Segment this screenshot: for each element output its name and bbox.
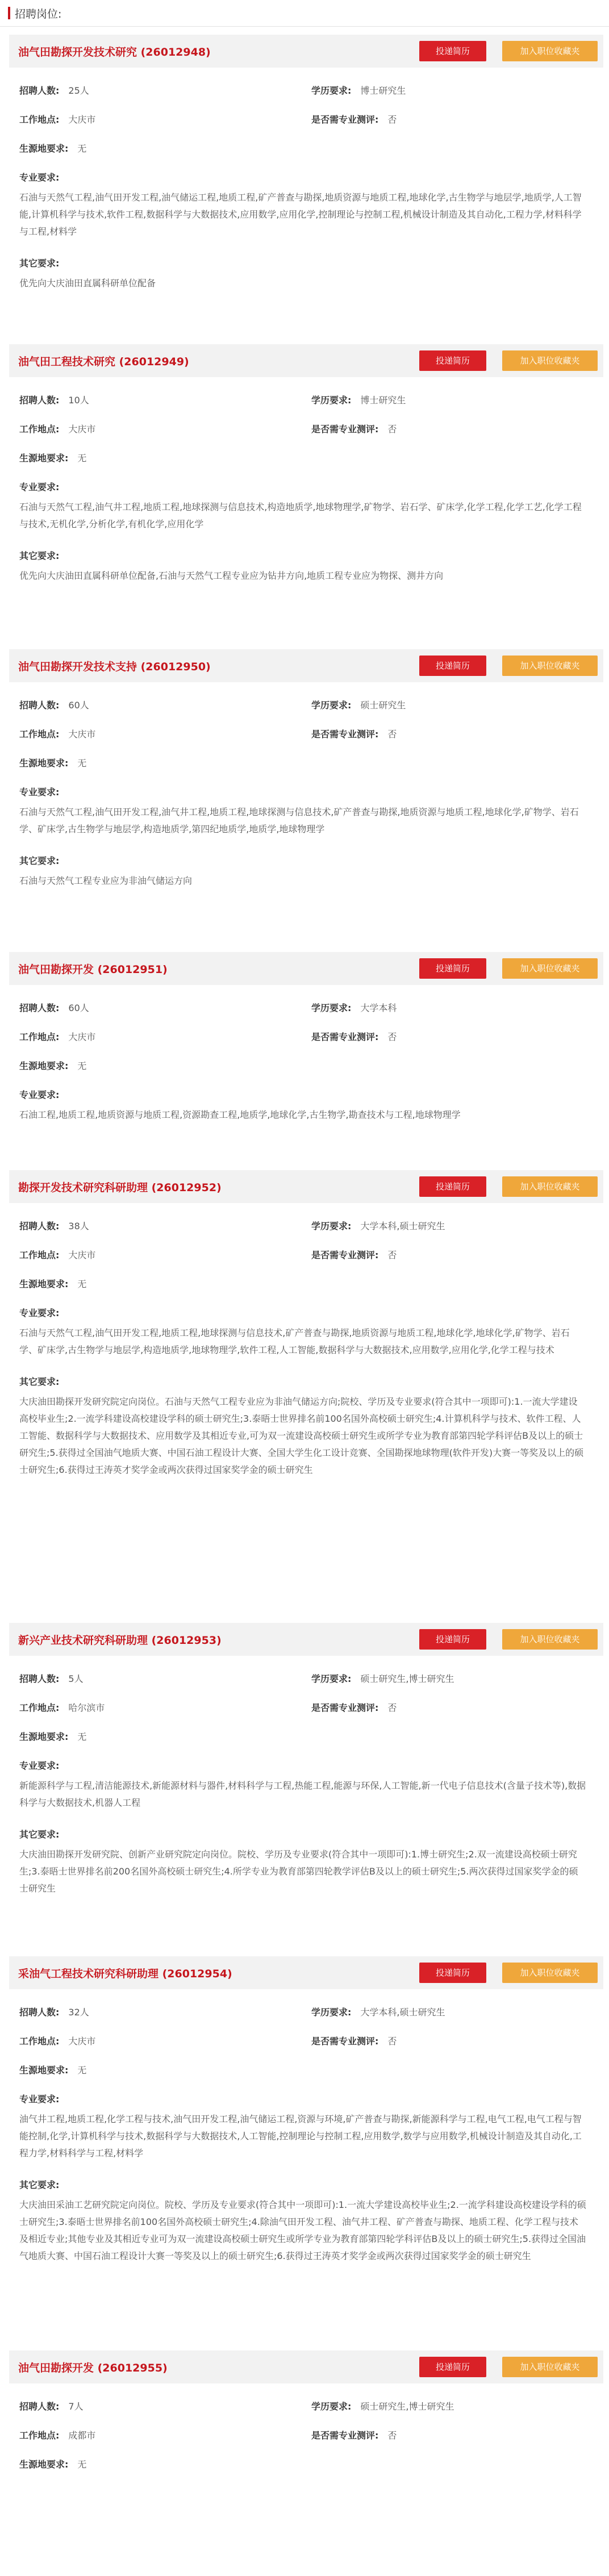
- job-header: [9, 35, 603, 68]
- job-info-row: [9, 422, 603, 435]
- major-block: [9, 1306, 603, 1359]
- education-label: 学历要求:: [311, 1221, 352, 1231]
- location-label: 工作地点:: [19, 424, 60, 435]
- other-label: 其它要求:: [19, 550, 60, 561]
- job-list: [0, 35, 609, 2576]
- job-info-row: [9, 451, 603, 464]
- job-card: [9, 1170, 603, 1615]
- test-value: 否: [387, 424, 397, 435]
- test-label: 是否需专业测评:: [311, 1250, 379, 1260]
- count-label: 招聘人数:: [19, 395, 60, 406]
- location-label: 工作地点:: [19, 729, 60, 740]
- major-block: [9, 170, 603, 240]
- location-value: 大庆市: [68, 1032, 96, 1042]
- education-label: 学历要求:: [311, 1003, 352, 1013]
- job-info-row: [9, 2005, 603, 2018]
- test-label: 是否需专业测评:: [311, 1702, 379, 1713]
- test-label: 是否需专业测评:: [311, 424, 379, 435]
- source-label: 生源地要求:: [19, 2459, 69, 2470]
- source-label: 生源地要求:: [19, 1279, 69, 1289]
- count-value: 25人: [68, 85, 89, 96]
- location-label: 工作地点:: [19, 1032, 60, 1042]
- count-label: 招聘人数:: [19, 2007, 60, 2018]
- location-label: 工作地点:: [19, 1250, 60, 1260]
- job-header: [9, 1170, 603, 1203]
- job-card: [9, 1623, 603, 1948]
- test-label: 是否需专业测评:: [311, 2430, 379, 2441]
- education-value: 硕士研究生,博士研究生: [360, 1673, 454, 1684]
- test-label: 是否需专业测评:: [311, 729, 379, 740]
- count-value: 38人: [68, 1221, 89, 1231]
- test-label: 是否需专业测评:: [311, 114, 379, 125]
- major-text: 石油与天然气工程,油气田开发工程,油气井工程,地质工程,地球探测与信息技术,矿产普查与勘探,地质资源与地质工程,地球化学,矿物学、岩石学、矿床学,古生物学与地层学,构造地质学,第四纪地质学,地质学,地球物理学: [19, 807, 579, 834]
- major-label: 专业要求:: [19, 172, 60, 183]
- job-header: [9, 1623, 603, 1656]
- education-label: 学历要求:: [311, 2007, 352, 2018]
- location-label: 工作地点:: [19, 2430, 60, 2441]
- test-value: 否: [387, 1250, 397, 1260]
- count-label: 招聘人数:: [19, 1673, 60, 1684]
- count-value: 32人: [68, 2007, 89, 2018]
- job-card: [9, 952, 603, 1162]
- add-to-favorites-button[interactable]: 加入职位收藏夹: [502, 2357, 598, 2377]
- location-value: 成都市: [68, 2430, 96, 2441]
- source-value: 无: [77, 758, 87, 769]
- section-header: [0, 0, 609, 27]
- count-label: 招聘人数:: [19, 700, 60, 711]
- job-header: [9, 1956, 603, 1989]
- source-label: 生源地要求:: [19, 143, 69, 154]
- test-value: 否: [387, 2430, 397, 2441]
- source-label: 生源地要求:: [19, 453, 69, 464]
- source-value: 无: [77, 1061, 87, 1071]
- source-value: 无: [77, 143, 87, 154]
- job-info-row: [9, 1219, 603, 1232]
- job-info-row: [9, 393, 603, 406]
- education-value: 大学本科: [360, 1003, 397, 1013]
- major-label: 专业要求:: [19, 787, 60, 798]
- education-label: 学历要求:: [311, 2401, 352, 2412]
- count-value: 10人: [68, 395, 89, 406]
- count-label: 招聘人数:: [19, 1003, 60, 1013]
- major-label: 专业要求:: [19, 1089, 60, 1100]
- other-text: 石油与天然气工程专业应为非油气储运方向: [19, 875, 193, 886]
- other-block: [9, 854, 603, 890]
- other-block: [9, 2178, 603, 2265]
- source-value: 无: [77, 1279, 87, 1289]
- job-info-row: [9, 2457, 603, 2470]
- job-info-row: [9, 1672, 603, 1685]
- section-accent-bar: [8, 7, 10, 19]
- add-to-favorites-button[interactable]: 加入职位收藏夹: [502, 656, 598, 676]
- major-block: [9, 785, 603, 838]
- education-label: 学历要求:: [311, 700, 352, 711]
- test-label: 是否需专业测评:: [311, 2036, 379, 2047]
- location-value: 大庆市: [68, 1250, 96, 1260]
- other-label: 其它要求:: [19, 1376, 60, 1387]
- job-card: [9, 2350, 603, 2576]
- job-title[interactable]: 油气田工程技术研究 (26012949): [18, 355, 189, 368]
- count-value: 60人: [68, 1003, 89, 1013]
- education-value: 硕士研究生: [360, 700, 406, 711]
- apply-button[interactable]: 投递简历: [419, 656, 486, 676]
- major-block: [9, 480, 603, 533]
- education-label: 学历要求:: [311, 395, 352, 406]
- other-block: [9, 1827, 603, 1897]
- major-label: 专业要求:: [19, 1760, 60, 1771]
- job-header: [9, 2350, 603, 2383]
- apply-button[interactable]: 投递简历: [419, 350, 486, 371]
- job-info-row: [9, 2063, 603, 2076]
- major-text: 石油与天然气工程,油气田开发工程,油气储运工程,地质工程,矿产普查与勘探,地质资源与地质工程,地球化学,古生物学与地层学,地质学,人工智能,计算机科学与技术,软件工程,数据科学与大数据技术,应用数学,应用化学,控制理论与控制工程,机械设计制造及其自动化,工程力学,材料科学与工程,材料学: [19, 192, 582, 237]
- job-header: [9, 649, 603, 682]
- education-label: 学历要求:: [311, 1673, 352, 1684]
- count-value: 60人: [68, 700, 89, 711]
- job-info-row: [9, 1730, 603, 1743]
- add-to-favorites-button[interactable]: 加入职位收藏夹: [502, 1963, 598, 1983]
- major-block: [9, 1759, 603, 1811]
- test-value: 否: [387, 729, 397, 740]
- other-block: [9, 256, 603, 292]
- source-label: 生源地要求:: [19, 2065, 69, 2076]
- education-label: 学历要求:: [311, 85, 352, 96]
- other-label: 其它要求:: [19, 2180, 60, 2190]
- location-label: 工作地点:: [19, 2036, 60, 2047]
- source-value: 无: [77, 453, 87, 464]
- source-label: 生源地要求:: [19, 1731, 69, 1742]
- apply-button[interactable]: 投递简历: [419, 1963, 486, 1983]
- section-title: 招聘岗位:: [15, 7, 62, 20]
- job-title[interactable]: 采油气工程技术研究科研助理 (26012954): [18, 1967, 232, 1980]
- location-value: 大庆市: [68, 114, 96, 125]
- other-text: 优先向大庆油田直属科研单位配备: [19, 278, 156, 289]
- job-info-row: [9, 1277, 603, 1290]
- job-info-row: [9, 756, 603, 769]
- count-label: 招聘人数:: [19, 85, 60, 96]
- major-label: 专业要求:: [19, 1308, 60, 1318]
- job-title[interactable]: 新兴产业技术研究科研助理 (26012953): [18, 1634, 222, 1647]
- apply-button[interactable]: 投递简历: [419, 1629, 486, 1650]
- job-info-row: [9, 83, 603, 97]
- job-info-row: [9, 1030, 603, 1043]
- location-label: 工作地点:: [19, 1702, 60, 1713]
- major-text: 石油与天然气工程,油气井工程,地质工程,地球探测与信息技术,构造地质学,地球物理学,矿物学、岩石学、矿床学,化学工程,化学工艺,化学工程与技术,无机化学,分析化学,有机化学,应用化学: [19, 502, 582, 529]
- location-value: 大庆市: [68, 729, 96, 740]
- other-label: 其它要求:: [19, 855, 60, 866]
- job-header: [9, 952, 603, 985]
- add-to-favorites-button[interactable]: 加入职位收藏夹: [502, 350, 598, 371]
- job-title[interactable]: 油气田勘探开发技术研究 (26012948): [18, 45, 211, 59]
- major-text: 石油与天然气工程,油气田开发工程,地质工程,地球探测与信息技术,矿产普查与勘探,地质资源与地质工程,地球化学,地球化学,矿物学、岩石学、矿床学,古生物学与地层学,构造地质学,地球物理学,软件工程,人工智能,数据科学与大数据技术,应用数学,应用化学,化学工程与技术: [19, 1327, 570, 1355]
- other-text: 大庆油田勘探开发研究院、创新产业研究院定向岗位。院校、学历及专业要求(符合其中一项即可):1.博士研究生;2.双一流建设高校硕士研究生;3.泰晤士世界排名前200名国外高校硕士研究生;4.所学专业为教育部第四轮教学评估B及以上的硕士研究生;5.两次获得过国家奖学金的硕士研究生: [19, 1849, 578, 1894]
- test-label: 是否需专业测评:: [311, 1032, 379, 1042]
- other-text: 优先向大庆油田直属科研单位配备,石油与天然气工程专业应为钻井方向,地质工程专业应为物探、测井方向: [19, 570, 444, 581]
- job-card: [9, 344, 603, 641]
- job-info-row: [9, 1701, 603, 1714]
- job-info-row: [9, 2428, 603, 2441]
- other-text: 大庆油田采油工艺研究院定向岗位。院校、学历及专业要求(符合其中一项即可):1.一流大学建设高校毕业生;2.一流学科建设高校建设学科的硕士研究生;3.泰晤士世界排名前100名国外高校硕士研究生;4.除油气田开发工程、油气井工程、矿产普查与勘探、地质工程、化学工程与技术及相近专业;其他专业及其相近专业可为双一流建设高校硕士研究生或所学专业为教育部第四轮学科评估B及以上的硕士研究生;5.获得过全国油气地质大赛、中国石油工程设计大赛一等奖及以上的硕士研究生;6.获得过王涛英才奖学金或两次获得过国家奖学金的硕士研究生: [19, 2199, 586, 2261]
- apply-button[interactable]: 投递简历: [419, 2357, 486, 2377]
- add-to-favorites-button[interactable]: 加入职位收藏夹: [502, 1176, 598, 1197]
- job-info-row: [9, 1248, 603, 1261]
- job-info-row: [9, 1059, 603, 1072]
- job-info-row: [9, 1001, 603, 1014]
- source-value: 无: [77, 2459, 87, 2470]
- apply-button[interactable]: 投递简历: [419, 958, 486, 979]
- major-block: [9, 2092, 603, 2162]
- other-label: 其它要求:: [19, 1829, 60, 1840]
- apply-button[interactable]: 投递简历: [419, 1176, 486, 1197]
- job-info-row: [9, 141, 603, 155]
- location-value: 大庆市: [68, 424, 96, 435]
- count-label: 招聘人数:: [19, 1221, 60, 1231]
- source-label: 生源地要求:: [19, 1061, 69, 1071]
- major-text: 油气井工程,地质工程,化学工程与技术,油气田开发工程,油气储运工程,资源与环境,矿产普查与勘探,新能源科学与工程,电气工程,电气工程与智能控制,化学,计算机科学与技术,数据科学与大数据技术,人工智能,控制理论与控制工程,应用数学,数学与应用数学,机械设计制造及其自动化,工程力学,材料科学与工程,材料学: [19, 2114, 582, 2159]
- job-info-row: [9, 727, 603, 740]
- source-label: 生源地要求:: [19, 758, 69, 769]
- other-text: 大庆油田勘探开发研究院定向岗位。石油与天然气工程专业应为非油气储运方向;院校、学历及专业要求(符合其中一项即可):1.一流大学建设高校毕业生;2.一流学科建设高校建设学科的硕士研究生;3.泰晤士世界排名前100名国外高校硕士研究生;4.计算机科学与技术、软件工程、人工智能、数据科学与大数据技术、应用数学及其相近专业,可为双一流建设高校硕士研究生或所学专业为教育部第四轮学科评估B及以上的硕士研究生;5.获得过全国油气地质大赛、中国石油工程设计大赛、全国大学生化工设计竞赛、全国勘探地球物理(软件开发)大赛一等奖及以上的硕士研究生;6.获得过王涛英才奖学金或两次获得过国家奖学金的硕士研究生: [19, 1396, 584, 1475]
- education-value: 博士研究生: [360, 395, 406, 406]
- source-value: 无: [77, 2065, 87, 2076]
- apply-button[interactable]: 投递简历: [419, 41, 486, 61]
- major-text: 新能源科学与工程,清洁能源技术,新能源材料与器件,材料科学与工程,热能工程,能源与环保,人工智能,新一代电子信息技术(含量子技术等),数据科学与大数据技术,机器人工程: [19, 1780, 586, 1808]
- job-info-row: [9, 2034, 603, 2047]
- job-title[interactable]: 油气田勘探开发技术支持 (26012950): [18, 660, 211, 673]
- count-value: 7人: [68, 2401, 84, 2412]
- major-text: 石油工程,地质工程,地质资源与地质工程,资源勘查工程,地质学,地球化学,古生物学,勘查技术与工程,地球物理学: [19, 1109, 461, 1120]
- job-title[interactable]: 油气田勘探开发 (26012955): [18, 2361, 168, 2374]
- education-value: 博士研究生: [360, 85, 406, 96]
- other-label: 其它要求:: [19, 258, 60, 269]
- job-card: [9, 35, 603, 336]
- job-card: [9, 1956, 603, 2343]
- job-card: [9, 649, 603, 944]
- count-value: 5人: [68, 1673, 84, 1684]
- education-value: 大学本科,硕士研究生: [360, 2007, 445, 2018]
- job-info-row: [9, 698, 603, 711]
- test-value: 否: [387, 114, 397, 125]
- test-value: 否: [387, 2036, 397, 2047]
- location-label: 工作地点:: [19, 114, 60, 125]
- location-value: 哈尔滨市: [68, 1702, 105, 1713]
- other-block: [9, 549, 603, 584]
- source-value: 无: [77, 1731, 87, 1742]
- job-title[interactable]: 勘探开发技术研究科研助理 (26012952): [18, 1181, 222, 1194]
- job-info-row: [9, 2399, 603, 2412]
- job-info-row: [9, 112, 603, 126]
- job-title[interactable]: 油气田勘探开发 (26012951): [18, 963, 168, 976]
- major-label: 专业要求:: [19, 2094, 60, 2105]
- major-label: 专业要求:: [19, 482, 60, 492]
- add-to-favorites-button[interactable]: 加入职位收藏夹: [502, 1629, 598, 1650]
- test-value: 否: [387, 1702, 397, 1713]
- test-value: 否: [387, 1032, 397, 1042]
- education-value: 硕士研究生,博士研究生: [360, 2401, 454, 2412]
- major-block: [9, 1088, 603, 1124]
- add-to-favorites-button[interactable]: 加入职位收藏夹: [502, 958, 598, 979]
- add-to-favorites-button[interactable]: 加入职位收藏夹: [502, 41, 598, 61]
- job-header: [9, 344, 603, 377]
- count-label: 招聘人数:: [19, 2401, 60, 2412]
- education-value: 大学本科,硕士研究生: [360, 1221, 445, 1231]
- location-value: 大庆市: [68, 2036, 96, 2047]
- other-block: [9, 1375, 603, 1479]
